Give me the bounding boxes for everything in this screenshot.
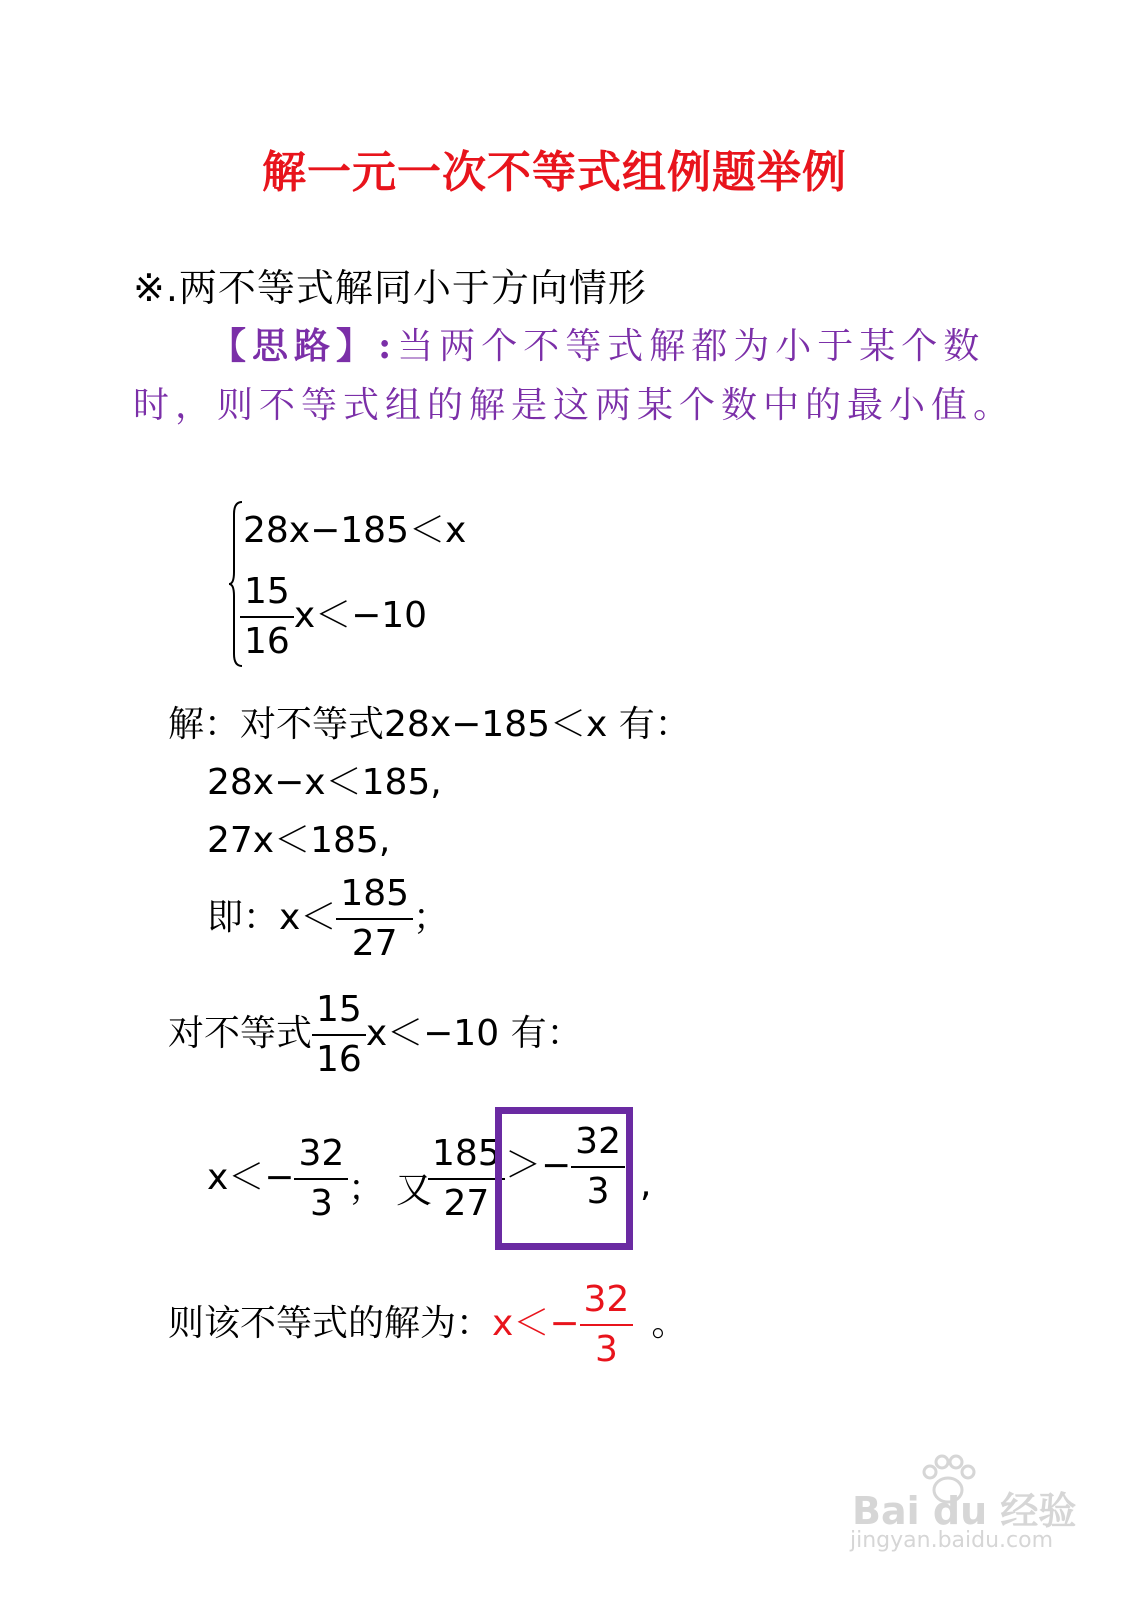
hint-line-2: 时，则不等式组的解是这两某个数中的最小值。 [133,385,1016,426]
compare-right: ＞− $\frac{32}{3}$ [505,1124,625,1210]
solution-intro: 解：对不等式28x−185＜x 有： [168,704,691,745]
system-inequality-1: 28x−185＜x [243,510,467,551]
hint-text-1: 当两个不等式解都为小于某个数 [397,326,986,367]
system-inequality-2: $\frac{15}{16}$ x＜−10 [240,574,427,660]
compare-separator: ； [348,1168,385,1209]
step-3: 即：x＜ $\frac{185}{27}$ ； [207,873,450,964]
watermark-url: jingyan.baidu.com [850,1528,1054,1553]
compare-again: 又 [396,1170,433,1211]
hint-label: 【思路】: [210,325,398,367]
compare-left: x＜− $\frac{32}{3}$ [207,1136,348,1222]
fraction-32-3-b: $\frac{32}{3}$ [571,1124,625,1210]
fraction-185-27: $\frac{185}{27}$ [336,876,413,962]
compare-end: , [640,1164,652,1205]
watermark-logo: Bai du 经验 [852,1489,1077,1533]
fraction-32-3-final: $\frac{32}{3}$ [580,1282,634,1368]
hint-line-1 [210,318,985,369]
fraction-15-16: $\frac{15}{16}$ [240,574,294,660]
compare-mid [428,1133,505,1224]
fraction-15-16-b: $\frac{15}{16}$ [312,992,366,1078]
final-answer: 则该不等式的解为：x＜− $\frac{32}{3}$ 。 [168,1279,688,1370]
step-2: 27x＜185, [207,820,391,861]
fraction-185-27-b: $\frac{185}{27}$ [428,1136,505,1222]
page-title: 解一元一次不等式组例题举例 [262,147,847,198]
fraction-32-3-a: $\frac{32}{3}$ [294,1136,348,1222]
section-heading: ※.两不等式解同小于方向情形 [133,266,647,310]
second-inequality-intro: 对不等式 $\frac{15}{16}$ x＜−10 有： [168,989,583,1080]
step-1: 28x−x＜185, [207,762,442,803]
